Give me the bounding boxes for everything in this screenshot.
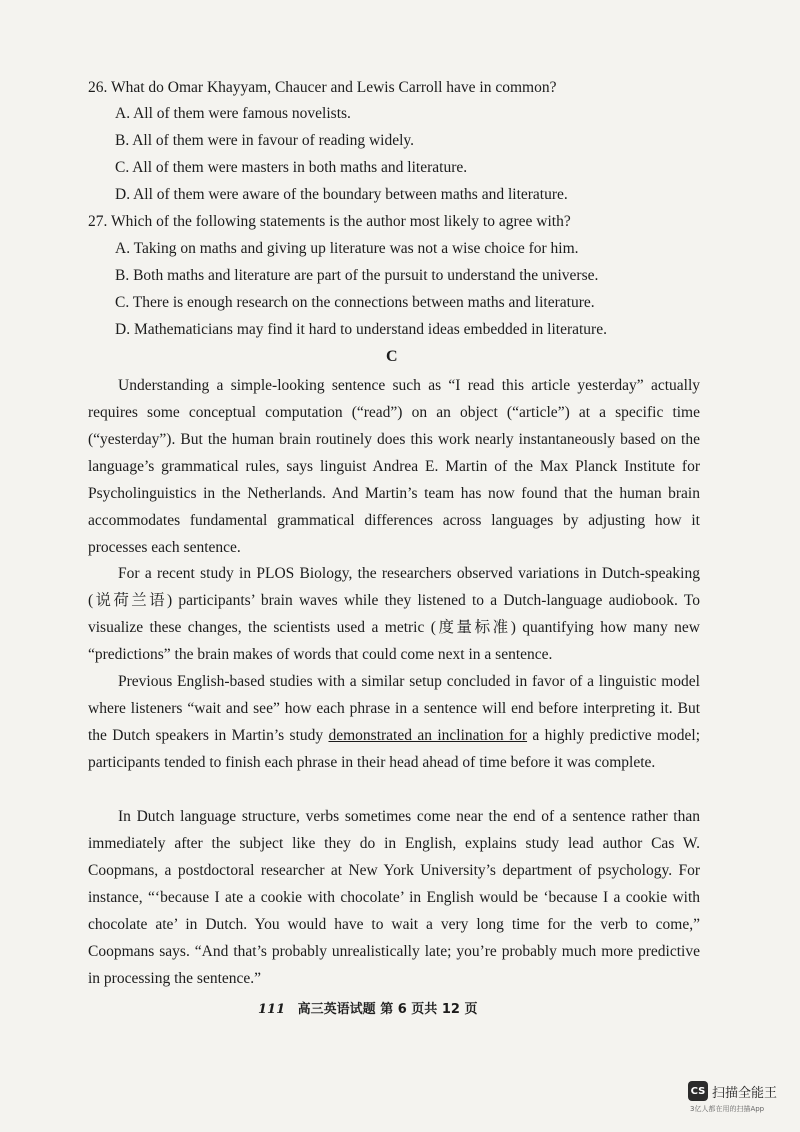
camscanner-logo-icon: CS [688, 1081, 708, 1101]
paragraph-3-text-end: a highly predictive model; participants tended to finish each phrase in their head ahead of time before it was complete. [88, 727, 700, 771]
question-26-option-b: B. All of them were in favour of reading widely. [115, 132, 415, 149]
scanner-app-name: 扫描全能王 [712, 1085, 778, 1101]
question-27-option-b: B. Both maths and literature are part of the pursuit to understand the universe. [115, 267, 599, 284]
question-27-option-d: D. Mathematicians may find it hard to understand ideas embedded in literature. [115, 321, 607, 338]
footer-page-info: 高三英语试题 第 6 页共 12 页 [297, 1002, 478, 1017]
passage-paragraph-4: In Dutch language structure, verbs sometimes come near the end of a sentence rather than immediately after the subject like they do in English, explains study lead author Cas W. Coopmans, a postdoctoral researcher at New York University’s department of psychology. For instance, “‘because I ate a cookie with chocolate’ in English would be ‘because I a cookie with chocolate ate’ in Dutch. You would have to wait a very long time for the verb to come,” Coopmans says. “And that’s probably unrealistically late; you’re probably much more predictive in processing the sentence.” [88, 808, 700, 987]
question-27-option-c: C. There is enough research on the connections between maths and literature. [115, 294, 595, 311]
paragraph-3-text-start: Previous English-based studies with a similar setup concluded in favor of a linguistic model where listeners “wait and see” how each phrase in a sentence will end before interpreting it. But the Dutch speakers in Martin’s study [88, 673, 700, 744]
passage-paragraph-1: Understanding a simple-looking sentence such as “I read this article yesterday” actually requires some conceptual computation (“read”) on an object (“article”) at a specific time (“yesterday”). But the human brain routinely does this work nearly instantaneously based on the language’s grammatical rules, says linguist Andrea E. Martin of the Max Planck Institute for Psycholinguistics in the Netherlands. And Martin’s team has now found that the human brain accommodates fundamental grammatical differences across languages by adjusting how it processes each sentence. [88, 377, 700, 556]
question-26-stem: 26. What do Omar Khayyam, Chaucer and Lewis Carroll have in common? [88, 79, 557, 96]
question-27-stem: 27. Which of the following statements is the author most likely to agree with? [88, 213, 571, 230]
page-footer [258, 998, 477, 1017]
question-26-option-c: C. All of them were masters in both maths and literature. [115, 159, 468, 176]
question-27-option-a: A. Taking on maths and giving up literature was not a wise choice for him. [115, 240, 579, 257]
scanner-tagline: 3亿人都在用的扫描App [690, 1105, 765, 1113]
section-label: C [386, 348, 398, 365]
underlined-phrase: demonstrated an inclination for [328, 727, 528, 744]
passage-paragraph-2: For a recent study in PLOS Biology, the researchers observed variations in Dutch-speaking (说荷兰语) participants’ brain waves while they listened to a Dutch-language audiobook. To visualize these changes, the scientists used a metric (度量标准) quantifying how many new “predictions” the brain makes of words that could come next in a sentence. [88, 565, 700, 663]
scanner-badge [688, 1081, 777, 1101]
question-26-option-a: A. All of them were famous novelists. [115, 105, 351, 122]
question-26-option-d: D. All of them were aware of the boundary between maths and literature. [115, 186, 568, 203]
passage-paragraph-3 [88, 668, 700, 776]
publisher-logo: 111 [258, 1002, 286, 1017]
